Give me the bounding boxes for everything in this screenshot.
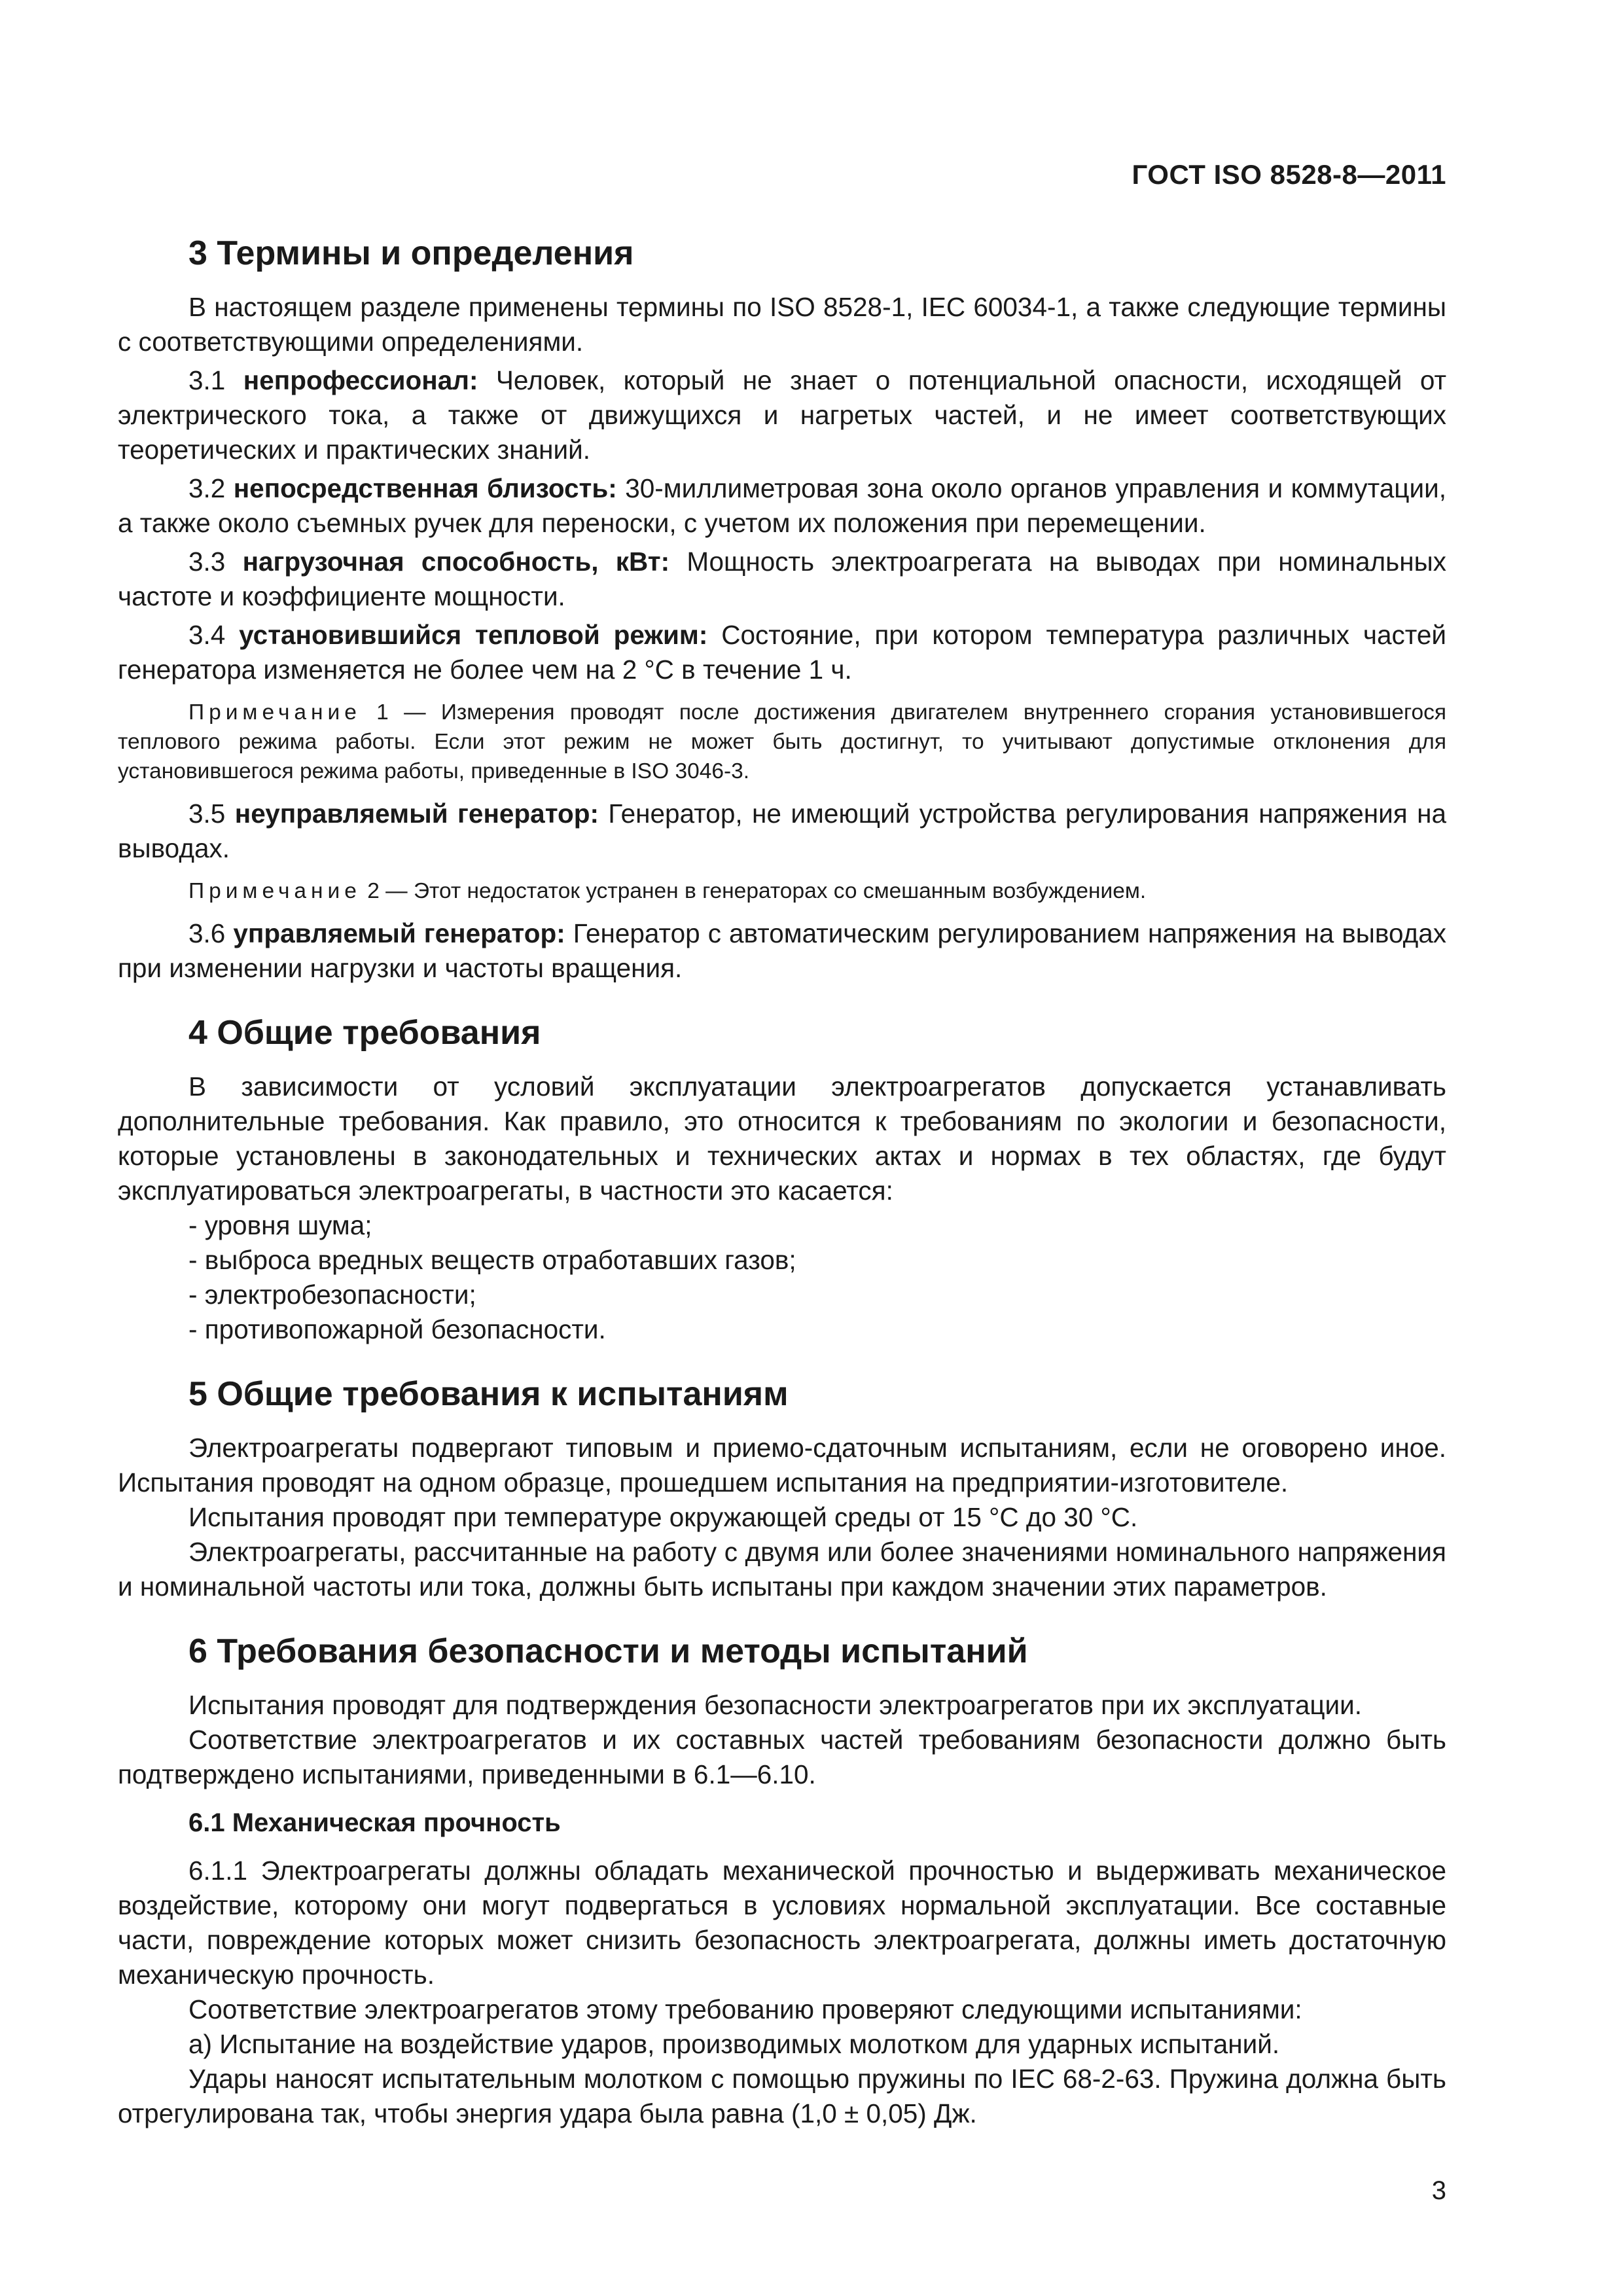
subsection-6-1-heading: 6.1 Механическая прочность [188, 1808, 561, 1837]
section-5-heading: 5 Общие требования к испытаниям [188, 1375, 789, 1413]
subsection-6-1-paragraph-2: Соответствие электроагрегатов этому требованию проверяют следующими испытаниями: [188, 1994, 1302, 2024]
term-definition: 30-миллиметровая зона около органов управления и коммутации, а также около съемных ручек для переноски, с учетом их положения при перемещении. [118, 473, 1446, 538]
section-4-intro: В зависимости от условий эксплуатации электроагрегатов допускается устанавливать дополнительные требования. Как правило, это относится к требованиям по экологии и безопасности, которые установлены в законодательных и технических актах и нормах в тех областях, где будут эксплуатироваться электроагрегаты, в частности это касается: [118, 1071, 1446, 1206]
term-number: 3.4 [188, 620, 240, 650]
term-number: 3.1 [188, 365, 243, 395]
note-1 [118, 698, 1446, 786]
term-name: установившийся тепловой режим: [239, 620, 708, 650]
document-code-header: ГОСТ ISO 8528-8—2011 [1132, 159, 1446, 190]
term-name: непрофессионал: [243, 365, 478, 395]
document-page [118, 0, 1446, 2296]
term-number: 3.5 [188, 798, 235, 829]
term-number: 3.2 [188, 473, 234, 503]
section-5-paragraph-2: Испытания проводят при температуре окружающей среды от 15 °С до 30 °С. [188, 1502, 1138, 1532]
term-3-1 [118, 363, 1446, 467]
list-item: - выброса вредных веществ отработавших газов; [188, 1245, 796, 1275]
term-definition: Генератор, не имеющий устройства регулирования напряжения на выводах. [118, 798, 1446, 863]
term-definition: Человек, который не знает о потенциальной опасности, исходящей от электрического тока, а также от движущихся и нагретых частей, и не имеет соответствующих теоретических и практических знаний. [118, 365, 1447, 465]
term-name: нагрузочная способность, кВт: [242, 547, 670, 577]
section-3-intro: В настоящем разделе применены термины по ISO 8528-1, IEC 60034-1, а также следующие термины с соответствующими определениями. [118, 292, 1446, 357]
term-definition: Генератор с автоматическим регулированием напряжения на выводах при изменении нагрузки и частоты вращения. [118, 918, 1446, 983]
list-item: - уровня шума; [188, 1210, 372, 1240]
term-definition: Мощность электроагрегата на выводах при номинальных частоте и коэффициенте мощности. [118, 547, 1446, 611]
list-item: - электробезопасности; [188, 1280, 476, 1310]
term-3-4 [118, 618, 1446, 687]
note-text: 2 — Этот недостаток устранен в генераторах со смешанным возбуждением. [361, 879, 1147, 903]
note-2 [118, 876, 1446, 906]
note-label: Примечание [188, 879, 361, 903]
subsection-6-1-paragraph-4: Удары наносят испытательным молотком с помощью пружины по IEC 68-2-63. Пружина должна быть отрегулирована так, чтобы энергия удара была равна (1,0 ± 0,05) Дж. [118, 2064, 1446, 2128]
note-label: Примечание [188, 700, 361, 725]
section-6-paragraph-1: Испытания проводят для подтверждения безопасности электроагрегатов при их эксплуатации. [188, 1690, 1363, 1720]
term-3-6 [118, 916, 1446, 986]
section-5-paragraph-1: Электроагрегаты подвергают типовым и приемо-сдаточным испытаниям, если не оговорено иное. Испытания проводят на одном образце, прошедшем испытания на предприятии-изготовителе. [118, 1433, 1446, 1498]
document-body [118, 232, 1446, 2131]
subsection-6-1-paragraph-1: 6.1.1 Электроагрегаты должны обладать механической прочностью и выдерживать механическое воздействие, которому они могут подвергаться в условиях нормальной эксплуатации. Все составные части, повреждение которых может снизить безопасность электроагрегата, должны иметь достаточную механическую прочность. [118, 1856, 1446, 1990]
term-3-2 [118, 471, 1446, 541]
section-5-paragraph-3: Электроагрегаты, рассчитанные на работу с двумя или более значениями номинального напряжения и номинальной частоты или тока, должны быть испытаны при каждом значении этих параметров. [118, 1537, 1446, 1602]
section-6-paragraph-2: Соответствие электроагрегатов и их составных частей требованиям безопасности должно быть подтверждено испытаниями, приведенными в 6.1—6.10. [118, 1725, 1446, 1789]
term-3-5 [118, 797, 1446, 866]
term-name: неуправляемый генератор: [234, 798, 599, 829]
section-4-heading: 4 Общие требования [188, 1014, 541, 1052]
term-definition: Состояние, при котором температура различных частей генератора изменяется не более чем на 2 °С в течение 1 ч. [118, 620, 1447, 685]
term-name: непосредственная близость: [233, 473, 617, 503]
term-3-3 [118, 545, 1446, 614]
list-item: - противопожарной безопасности. [188, 1314, 606, 1344]
requirements-list [118, 1208, 1446, 1347]
note-text: 1 — Измерения проводят после достижения двигателем внутреннего сгорания установившегося теплового режима работы. Если этот режим не может быть достигнут, то учитывают допустимые отклонения для установившегося режима работы, приведенные в ISO 3046-3. [118, 700, 1446, 783]
term-number: 3.6 [188, 918, 234, 948]
term-number: 3.3 [188, 547, 243, 577]
section-3-heading: 3 Термины и определения [188, 234, 634, 272]
subsection-6-1-paragraph-3: a) Испытание на воздействие ударов, производимых молотком для ударных испытаний. [188, 2029, 1280, 2059]
section-6-heading: 6 Требования безопасности и методы испытаний [188, 1632, 1028, 1670]
term-name: управляемый генератор: [233, 918, 565, 948]
page-number: 3 [1431, 2176, 1446, 2205]
